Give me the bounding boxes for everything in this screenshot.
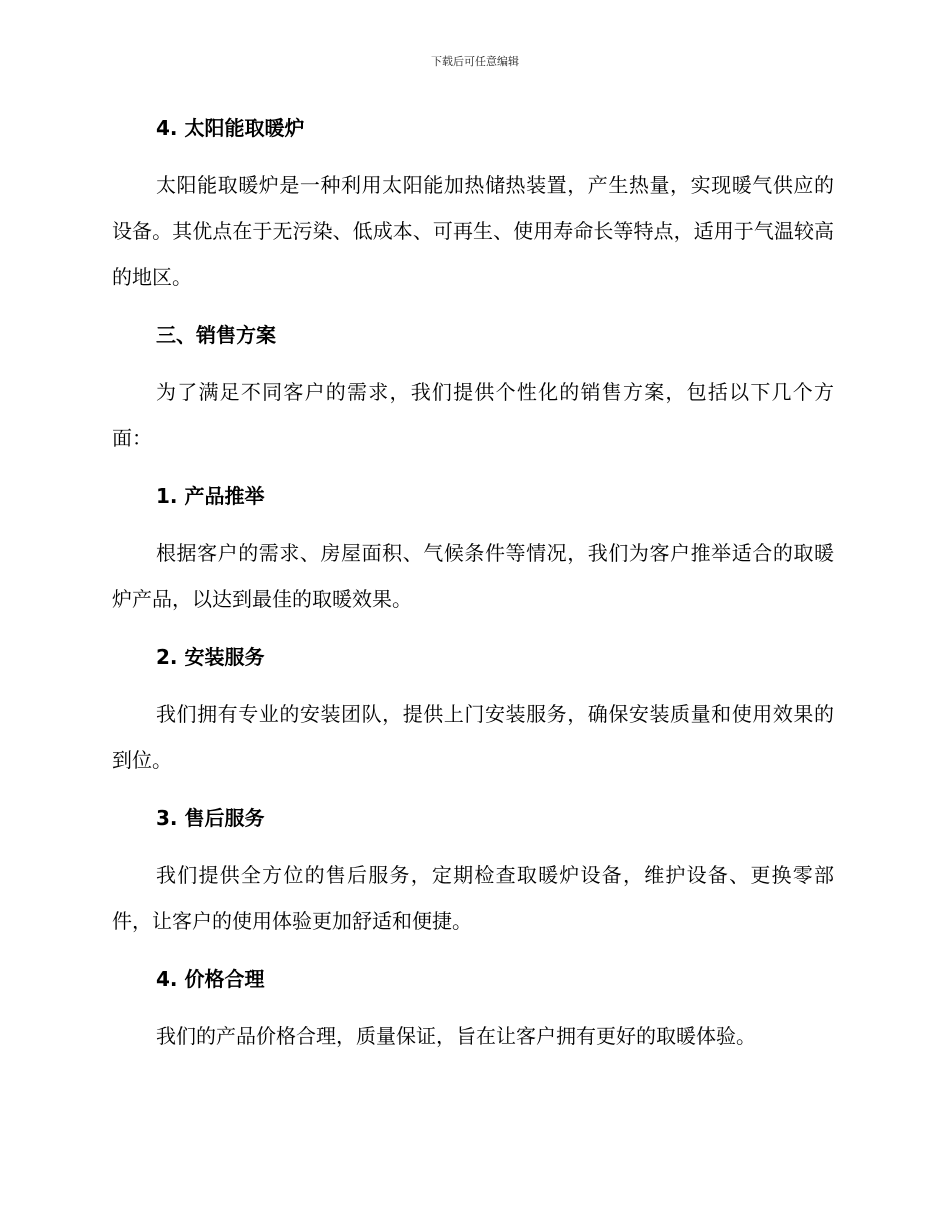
section-heading-installation-service: 2. 安装服务 xyxy=(156,645,265,669)
section-paragraph-reasonable-price: 我们的产品价格合理，质量保证，旨在让客户拥有更好的取暖体验。 xyxy=(156,1024,756,1048)
section-paragraph-installation-service: 我们拥有专业的安装团队，提供上门安装服务，确保安装质量和使用效果的到位。 xyxy=(112,702,834,772)
section-heading-sales-plan: 三、销售方案 xyxy=(156,323,276,347)
section-paragraph-product-recommendation: 根据客户的需求、房屋面积、气候条件等情况，我们为客户推举适合的取暖炉产品，以达到最佳的取暖效果。 xyxy=(112,541,834,611)
section-paragraph-solar-heater: 太阳能取暖炉是一种利用太阳能加热储热装置，产生热量，实现暖气供应的设备。其优点在于无污染、低成本、可再生、使用寿命长等特点，适用于气温较高的地区。 xyxy=(112,173,834,289)
section-heading-product-recommendation: 1. 产品推举 xyxy=(156,484,265,508)
section-paragraph-sales-plan: 为了满足不同客户的需求，我们提供个性化的销售方案，包括以下几个方面： xyxy=(112,380,834,450)
document-body xyxy=(112,110,834,1059)
section-heading-reasonable-price: 4. 价格合理 xyxy=(156,967,265,991)
section-heading-solar-heater: 4. 太阳能取暖炉 xyxy=(156,116,305,140)
section-paragraph-after-sales-service: 我们提供全方位的售后服务，定期检查取暖炉设备，维护设备、更换零部件，让客户的使用体验更加舒适和便捷。 xyxy=(112,863,834,933)
section-heading-after-sales-service: 3. 售后服务 xyxy=(156,806,265,830)
page-header-note: 下载后可任意编辑 xyxy=(431,55,519,68)
